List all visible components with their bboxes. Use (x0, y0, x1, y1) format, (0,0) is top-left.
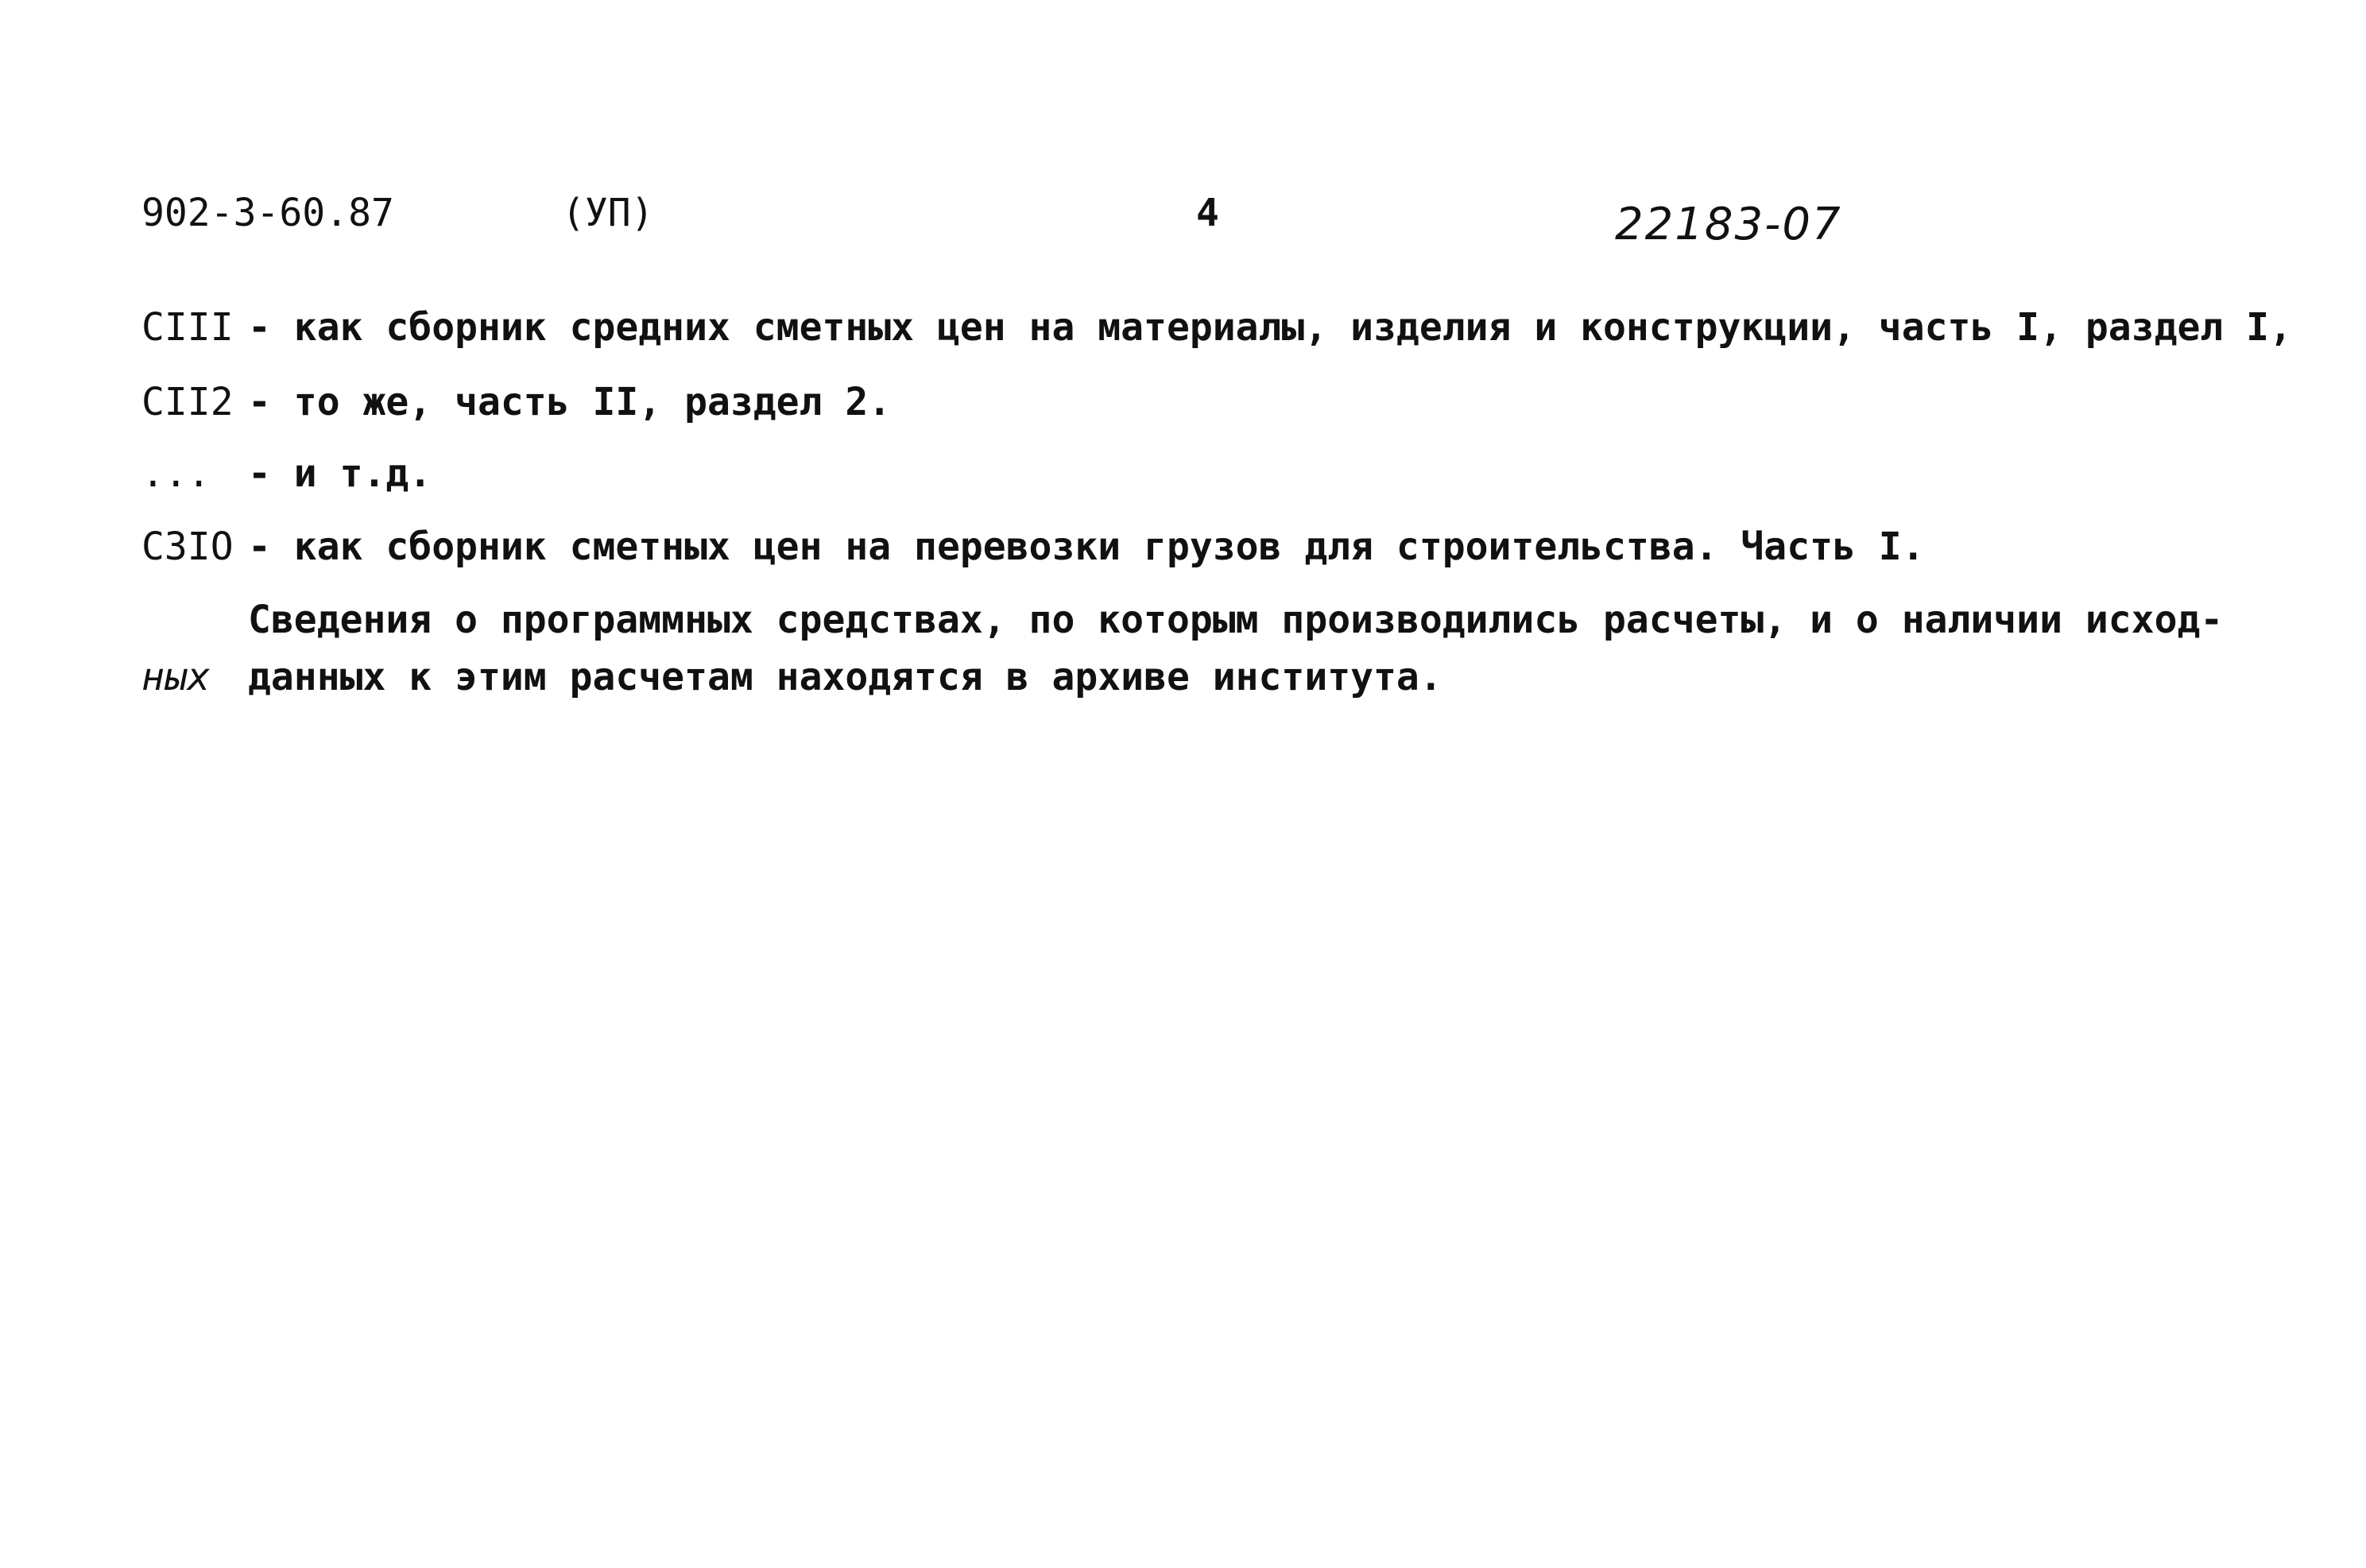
paragraph-line-2-start: ных (141, 655, 211, 699)
entry-text: - как сборник сметных цен на перевозки грузов для строительства. Часть I. (248, 525, 1925, 569)
entry-text: - то же, часть II, раздел 2. (248, 380, 892, 424)
document-code: 902-3-60.87 (141, 191, 394, 235)
entry-text: - как сборник средних сметных цен на материалы, изделия и конструкции, часть I, раздел I, (248, 305, 2292, 350)
paragraph-line-1: Сведения о программных средствах, по которым производились расчеты, и о наличии исход- (248, 598, 2224, 642)
entry-code: CIII (141, 305, 234, 350)
section-tag: (УП) (562, 191, 654, 235)
paragraph-line-2: данных к этим расчетам находятся в архиве института. (248, 655, 1442, 699)
entry-text: - и т.д. (248, 451, 432, 496)
entry-code: CII2 (141, 380, 234, 424)
entry-code: ... (141, 451, 211, 496)
entry-code: C3IO (141, 525, 234, 569)
archive-number: 22183-07 (1615, 199, 1842, 250)
page-number: 4 (1196, 191, 1219, 235)
